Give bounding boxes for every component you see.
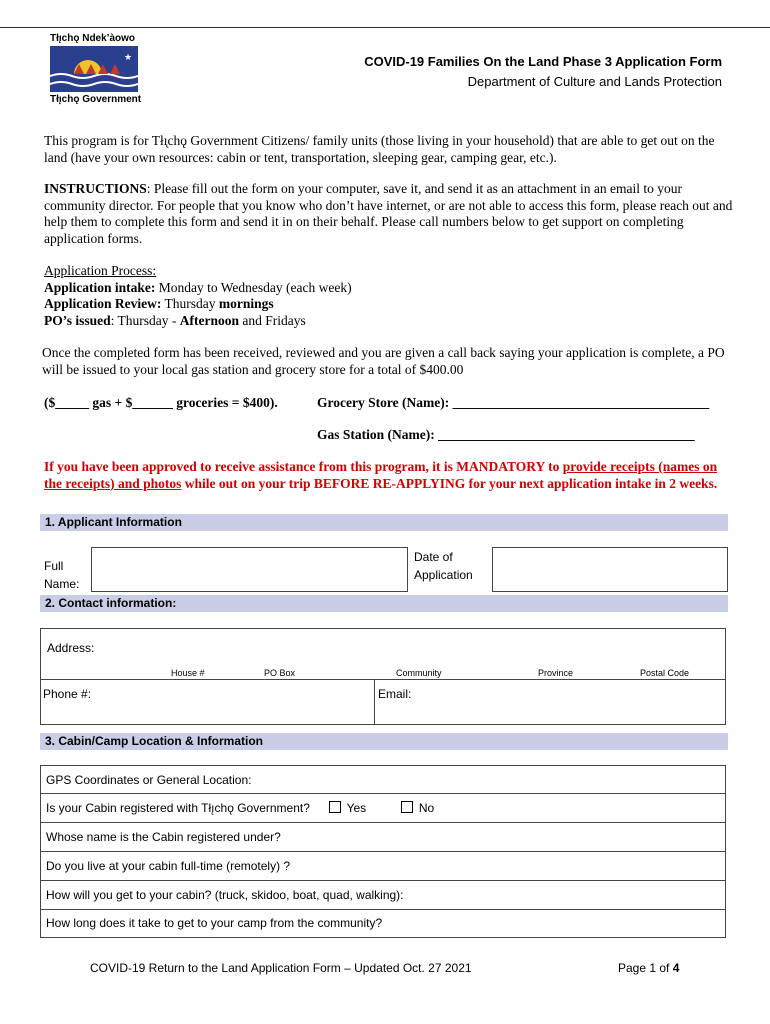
logo-top-text: Tłı̨chǫ Ndek’àowo	[50, 33, 136, 44]
date-of-application-label: Date of Application	[414, 550, 473, 582]
address-box[interactable]	[40, 628, 726, 680]
cabin-owner-name-field[interactable]: Whose name is the Cabin registered under?	[40, 823, 726, 852]
tlicho-logo	[50, 33, 140, 105]
no-checkbox[interactable]	[401, 801, 413, 813]
form-title: COVID-19 Families On the Land Phase 3 Application Form	[364, 54, 722, 69]
page-number: Page 1 of 4	[618, 961, 680, 975]
transportation-field[interactable]: How will you get to your cabin? (truck, skidoo, boat, quad, walking):	[40, 881, 726, 910]
live-fulltime-field[interactable]: Do you live at your cabin full-time (remotely) ?	[40, 852, 726, 881]
logo-emblem-icon	[50, 46, 138, 92]
section-cabin-camp-location: 3. Cabin/Camp Location & Information	[40, 733, 728, 750]
po-box-label: PO Box	[264, 668, 296, 678]
travel-time-field[interactable]: How long does it take to get to your camp from the community?	[40, 909, 726, 938]
intake-line: Application intake: Monday to Wednesday (each week)	[44, 279, 352, 295]
instructions-text: : Please fill out the form on your computer, save it, and send it as an attachment in an email to your community director. For people that you know who don’t have internet, or are not able to access this form, please reach out and help them to complete this form and send it in on their behalf. Please call numbers below to get support on completing application forms.	[44, 181, 733, 246]
department-name: Department of Culture and Lands Protection	[467, 74, 722, 89]
process-heading: Application Process:	[44, 263, 157, 278]
house-number-label: House #	[171, 668, 205, 678]
instructions	[44, 181, 734, 247]
receipts-notice: If you have been approved to receive assistance from this program, it is MANDATORY to provide receipts (names on the receipts) and photos while out on your trip BEFORE RE-APPLYING for your next application intake in 2 weeks.	[44, 459, 718, 491]
amount-formula: ($_____ gas + $______ groceries = $400).	[44, 395, 278, 410]
postal-code-label: Postal Code	[640, 668, 690, 678]
full-name-input[interactable]	[91, 547, 408, 592]
community-label: Community	[396, 668, 442, 678]
gps-location-field[interactable]: GPS Coordinates or General Location:	[40, 765, 726, 794]
yes-checkbox[interactable]	[329, 801, 341, 813]
province-label: Province	[538, 668, 574, 678]
phone-label: Phone #:	[43, 687, 92, 701]
cabin-registered-row: Is your Cabin registered with Tłı̨chǫ Government? Yes No	[40, 794, 726, 823]
address-label: Address:	[47, 641, 95, 655]
form-header	[364, 52, 722, 92]
po-line: PO’s issued: Thursday - Afternoon and Fridays	[44, 312, 306, 328]
svg-text:★: ★	[124, 52, 133, 62]
footer-form-title: COVID-19 Return to the Land Application Form – Updated Oct. 27 2021	[90, 961, 472, 975]
section-contact-information: 2. Contact information:	[40, 595, 728, 612]
date-of-application-input[interactable]	[492, 547, 728, 592]
instructions-label: INSTRUCTIONS	[44, 181, 147, 196]
no-label: No	[418, 801, 435, 815]
phone-input[interactable]	[40, 680, 375, 725]
logo-bottom-text: Tłı̨chǫ Government	[50, 94, 142, 105]
gas-station-field[interactable]: Gas Station (Name): ______________________________________	[317, 427, 695, 442]
review-line: Application Review: Thursday mornings	[44, 296, 274, 311]
program-intro: This program is for Tłı̨chǫ Government Citizens/ family units (those living in your household) that are able to get out on the land (have your own resources: cabin or tent, transportation, sleeping gear, camping gear, etc.).	[44, 133, 715, 165]
section-applicant-information: 1. Applicant Information	[40, 514, 728, 531]
completed-text: Once the completed form has been received, reviewed and you are given a call back saying your application is complete, a PO will be issued to your local gas station and grocery store for a total of $400.00	[42, 345, 725, 377]
email-label: Email:	[378, 687, 412, 701]
email-input[interactable]	[374, 680, 726, 725]
yes-label: Yes	[346, 801, 367, 815]
top-rule	[0, 27, 770, 28]
full-name-label: Full Name:	[44, 559, 80, 591]
grocery-store-field[interactable]: Grocery Store (Name): ______________________________________	[317, 395, 710, 410]
application-process	[44, 263, 734, 329]
